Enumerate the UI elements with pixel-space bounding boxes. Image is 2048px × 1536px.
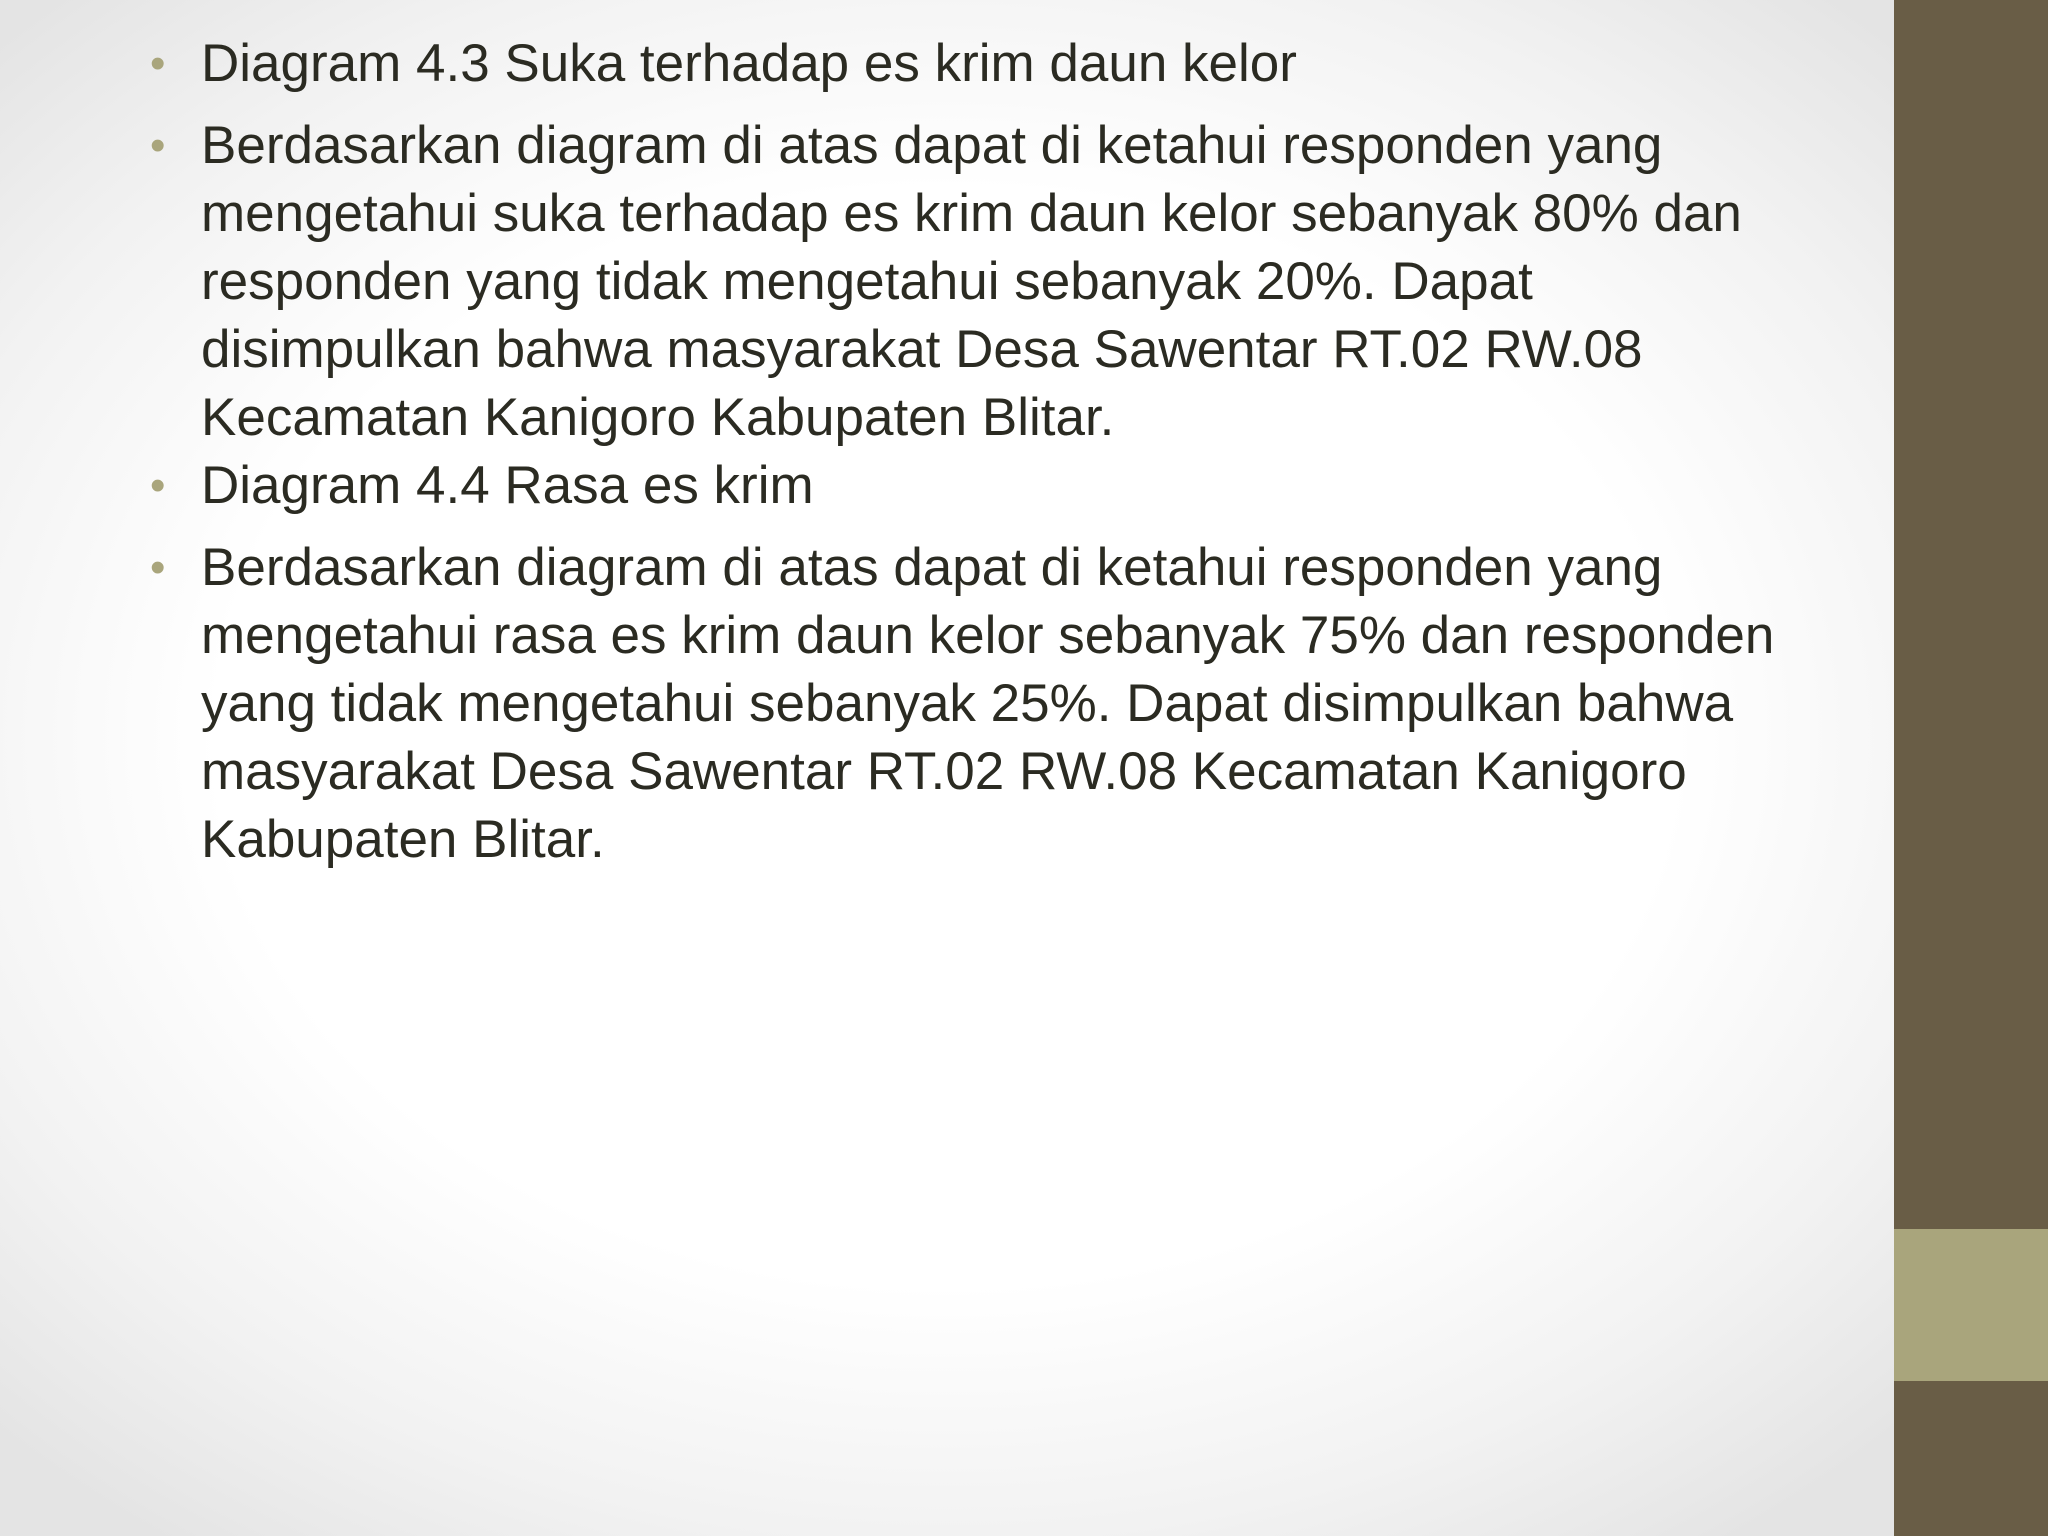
bullet-item-heading <box>143 452 1803 520</box>
bullet-dot-icon: • <box>150 461 166 510</box>
bullet-dot-icon: • <box>150 543 166 592</box>
section-heading: Diagram 4.4 Rasa es krim <box>201 456 814 515</box>
bullet-dot-icon: • <box>150 121 166 170</box>
section-body-text: Berdasarkan diagram di atas dapat di ketahui responden yang mengetahui suka terhadap es krim daun kelor sebanyak 80% dan responden yang tidak mengetahui sebanyak 20%. Dapat disimpulkan bahwa masyarakat Desa Sawentar RT.02 RW.08 Kecamatan Kanigoro Kabupaten Blitar. <box>201 116 1742 447</box>
section-diagram-4-4 <box>143 452 1803 874</box>
section-heading: Diagram 4.3 Suka terhadap es krim daun kelor <box>201 34 1297 93</box>
bullet-dot-icon: • <box>150 39 166 88</box>
bullet-item-body <box>143 112 1803 452</box>
decorative-side-accent <box>1894 1229 2048 1381</box>
slide-content <box>143 30 1803 874</box>
bullet-item-heading <box>143 30 1803 98</box>
bullet-item-body <box>143 534 1803 874</box>
section-body-text: Berdasarkan diagram di atas dapat di ketahui responden yang mengetahui rasa es krim daun kelor sebanyak 75% dan responden yang tidak mengetahui sebanyak 25%. Dapat disimpulkan bahwa masyarakat Desa Sawentar RT.02 RW.08 Kecamatan Kanigoro Kabupaten Blitar. <box>201 538 1775 869</box>
section-diagram-4-3 <box>143 30 1803 452</box>
